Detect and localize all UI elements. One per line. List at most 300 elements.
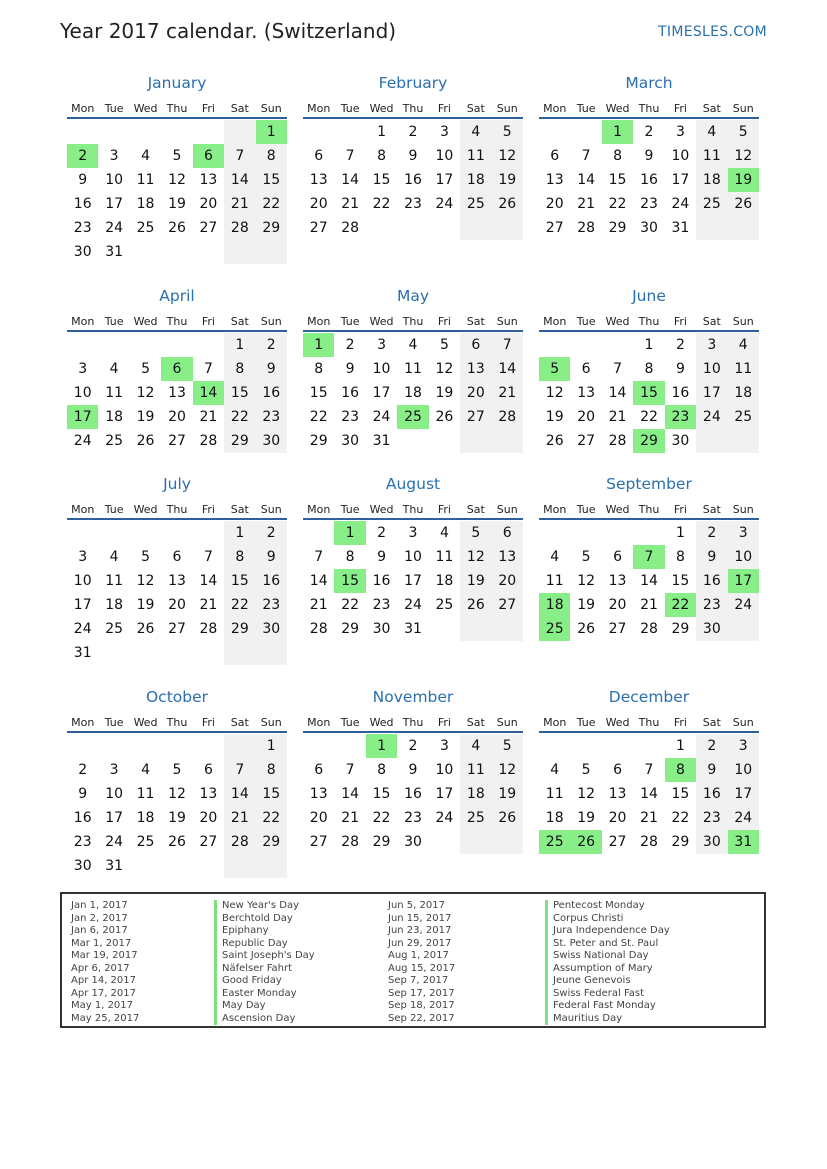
day-cell[interactable]: 28: [608, 433, 627, 449]
day-cell[interactable]: 31: [105, 244, 124, 260]
day-cell[interactable]: 4: [550, 762, 560, 778]
day-cell[interactable]: 7: [613, 361, 623, 377]
day-cell[interactable]: 24: [404, 597, 422, 613]
day-cell[interactable]: 11: [696, 144, 727, 168]
day-cell[interactable]: 3: [109, 148, 119, 164]
day-cell[interactable]: 7: [203, 361, 213, 377]
day-cell[interactable]: 15: [671, 786, 690, 802]
holiday-day-cell[interactable]: 25: [539, 617, 570, 641]
day-cell[interactable]: 13: [199, 172, 218, 188]
day-cell[interactable]: 1: [224, 521, 255, 545]
day-cell[interactable]: 26: [168, 834, 186, 850]
day-cell[interactable]: 2: [256, 521, 287, 545]
day-cell[interactable]: 30: [341, 433, 360, 449]
day-cell[interactable]: 15: [224, 569, 255, 593]
day-cell[interactable]: 10: [435, 762, 454, 778]
day-cell[interactable]: 20: [309, 196, 328, 212]
day-cell[interactable]: 20: [545, 196, 564, 212]
day-cell[interactable]: 25: [696, 192, 727, 216]
day-cell[interactable]: 16: [696, 569, 727, 593]
day-cell[interactable]: 23: [696, 593, 727, 617]
day-cell[interactable]: 12: [136, 385, 155, 401]
day-cell[interactable]: 27: [577, 433, 596, 449]
day-cell[interactable]: 11: [545, 786, 564, 802]
day-cell[interactable]: 27: [492, 593, 523, 617]
day-cell[interactable]: 20: [608, 810, 627, 826]
day-cell[interactable]: 15: [372, 172, 391, 188]
day-cell[interactable]: 16: [671, 385, 690, 401]
day-cell[interactable]: 27: [608, 834, 627, 850]
day-cell[interactable]: 14: [640, 573, 658, 589]
day-cell[interactable]: 21: [224, 192, 255, 216]
day-cell[interactable]: 14: [309, 573, 328, 589]
day-cell[interactable]: 8: [345, 549, 355, 565]
day-cell[interactable]: 3: [439, 738, 449, 754]
day-cell[interactable]: 20: [309, 810, 328, 826]
day-cell[interactable]: 14: [492, 357, 523, 381]
day-cell[interactable]: 30: [640, 220, 658, 236]
day-cell[interactable]: 19: [545, 409, 564, 425]
day-cell[interactable]: 24: [435, 810, 454, 826]
day-cell[interactable]: 10: [435, 148, 454, 164]
day-cell[interactable]: 17: [73, 597, 92, 613]
day-cell[interactable]: 15: [608, 172, 627, 188]
day-cell[interactable]: 14: [224, 782, 255, 806]
day-cell[interactable]: 10: [696, 357, 727, 381]
day-cell[interactable]: 28: [577, 220, 596, 236]
day-cell[interactable]: 11: [460, 758, 491, 782]
day-cell[interactable]: 6: [550, 148, 560, 164]
holiday-day-cell[interactable]: 18: [539, 593, 570, 617]
day-cell[interactable]: 23: [696, 806, 727, 830]
day-cell[interactable]: 24: [728, 806, 759, 830]
day-cell[interactable]: 7: [203, 549, 213, 565]
day-cell[interactable]: 30: [696, 830, 727, 854]
holiday-day-cell[interactable]: 1: [366, 734, 397, 758]
day-cell[interactable]: 25: [136, 834, 155, 850]
day-cell[interactable]: 3: [78, 361, 88, 377]
holiday-day-cell[interactable]: 7: [633, 545, 664, 569]
day-cell[interactable]: 21: [199, 597, 218, 613]
holiday-day-cell[interactable]: 1: [334, 521, 365, 545]
day-cell[interactable]: 21: [309, 597, 328, 613]
day-cell[interactable]: 4: [141, 148, 151, 164]
day-cell[interactable]: 26: [492, 192, 523, 216]
day-cell[interactable]: 25: [136, 220, 155, 236]
day-cell[interactable]: 30: [256, 429, 287, 453]
day-cell[interactable]: 12: [136, 573, 155, 589]
day-cell[interactable]: 2: [696, 734, 727, 758]
day-cell[interactable]: 27: [168, 621, 186, 637]
day-cell[interactable]: 5: [141, 361, 151, 377]
day-cell[interactable]: 19: [168, 196, 186, 212]
day-cell[interactable]: 6: [613, 762, 623, 778]
day-cell[interactable]: 8: [377, 762, 387, 778]
day-cell[interactable]: 19: [492, 168, 523, 192]
day-cell[interactable]: 5: [460, 521, 491, 545]
day-cell[interactable]: 16: [256, 569, 287, 593]
day-cell[interactable]: 21: [608, 409, 627, 425]
day-cell[interactable]: 28: [224, 830, 255, 854]
day-cell[interactable]: 31: [372, 433, 391, 449]
day-cell[interactable]: 21: [577, 196, 596, 212]
day-cell[interactable]: 24: [105, 220, 124, 236]
day-cell[interactable]: 24: [435, 196, 454, 212]
day-cell[interactable]: 20: [577, 409, 596, 425]
day-cell[interactable]: 29: [224, 617, 255, 641]
day-cell[interactable]: 6: [613, 549, 623, 565]
day-cell[interactable]: 28: [199, 621, 218, 637]
day-cell[interactable]: 31: [671, 220, 690, 236]
day-cell[interactable]: 10: [671, 148, 690, 164]
day-cell[interactable]: 9: [78, 172, 88, 188]
holiday-day-cell[interactable]: 1: [303, 333, 334, 357]
day-cell[interactable]: 11: [105, 573, 124, 589]
day-cell[interactable]: 22: [256, 192, 287, 216]
day-cell[interactable]: 1: [675, 738, 685, 754]
day-cell[interactable]: 25: [460, 192, 491, 216]
day-cell[interactable]: 11: [460, 144, 491, 168]
day-cell[interactable]: 16: [73, 810, 92, 826]
day-cell[interactable]: 4: [408, 337, 418, 353]
day-cell[interactable]: 28: [640, 621, 658, 637]
day-cell[interactable]: 3: [728, 521, 759, 545]
day-cell[interactable]: 16: [404, 786, 422, 802]
day-cell[interactable]: 13: [492, 545, 523, 569]
day-cell[interactable]: 17: [435, 172, 454, 188]
day-cell[interactable]: 4: [141, 762, 151, 778]
day-cell[interactable]: 24: [728, 593, 759, 617]
day-cell[interactable]: 2: [408, 124, 418, 140]
day-cell[interactable]: 13: [460, 357, 491, 381]
day-cell[interactable]: 14: [608, 385, 627, 401]
day-cell[interactable]: 19: [492, 782, 523, 806]
day-cell[interactable]: 22: [671, 810, 690, 826]
day-cell[interactable]: 22: [224, 593, 255, 617]
day-cell[interactable]: 13: [199, 786, 218, 802]
day-cell[interactable]: 30: [73, 244, 92, 260]
holiday-day-cell[interactable]: 6: [193, 144, 224, 168]
day-cell[interactable]: 19: [577, 597, 596, 613]
day-cell[interactable]: 13: [608, 786, 627, 802]
holiday-day-cell[interactable]: 19: [728, 168, 759, 192]
day-cell[interactable]: 29: [671, 621, 690, 637]
day-cell[interactable]: 17: [105, 196, 124, 212]
day-cell[interactable]: 10: [728, 758, 759, 782]
day-cell[interactable]: 26: [136, 433, 155, 449]
day-cell[interactable]: 24: [73, 433, 92, 449]
holiday-day-cell[interactable]: 14: [193, 381, 224, 405]
holiday-day-cell[interactable]: 26: [570, 830, 601, 854]
day-cell[interactable]: 21: [224, 806, 255, 830]
day-cell[interactable]: 10: [728, 545, 759, 569]
day-cell[interactable]: 20: [492, 569, 523, 593]
day-cell[interactable]: 11: [136, 786, 155, 802]
day-cell[interactable]: 23: [640, 196, 658, 212]
day-cell[interactable]: 15: [372, 786, 391, 802]
day-cell[interactable]: 24: [73, 621, 92, 637]
day-cell[interactable]: 6: [581, 361, 591, 377]
day-cell[interactable]: 17: [728, 782, 759, 806]
day-cell[interactable]: 27: [309, 220, 328, 236]
day-cell[interactable]: 12: [492, 758, 523, 782]
day-cell[interactable]: 6: [460, 333, 491, 357]
day-cell[interactable]: 16: [256, 381, 287, 405]
day-cell[interactable]: 5: [172, 148, 182, 164]
holiday-day-cell[interactable]: 23: [665, 405, 696, 429]
day-cell[interactable]: 2: [408, 738, 418, 754]
day-cell[interactable]: 30: [671, 433, 690, 449]
day-cell[interactable]: 3: [439, 124, 449, 140]
day-cell[interactable]: 27: [168, 433, 186, 449]
day-cell[interactable]: 28: [640, 834, 658, 850]
holiday-day-cell[interactable]: 1: [256, 120, 287, 144]
day-cell[interactable]: 9: [377, 549, 387, 565]
day-cell[interactable]: 12: [728, 144, 759, 168]
day-cell[interactable]: 24: [671, 196, 690, 212]
day-cell[interactable]: 2: [675, 337, 685, 353]
day-cell[interactable]: 17: [435, 786, 454, 802]
holiday-day-cell[interactable]: 17: [67, 405, 98, 429]
day-cell[interactable]: 24: [105, 834, 124, 850]
day-cell[interactable]: 23: [372, 597, 391, 613]
day-cell[interactable]: 18: [728, 381, 759, 405]
day-cell[interactable]: 16: [341, 385, 360, 401]
day-cell[interactable]: 29: [256, 830, 287, 854]
day-cell[interactable]: 26: [136, 621, 155, 637]
day-cell[interactable]: 12: [492, 144, 523, 168]
day-cell[interactable]: 25: [435, 597, 454, 613]
day-cell[interactable]: 4: [460, 120, 491, 144]
day-cell[interactable]: 18: [136, 810, 155, 826]
day-cell[interactable]: 18: [545, 810, 564, 826]
day-cell[interactable]: 6: [314, 148, 324, 164]
day-cell[interactable]: 13: [545, 172, 564, 188]
day-cell[interactable]: 13: [309, 786, 328, 802]
day-cell[interactable]: 23: [73, 220, 92, 236]
day-cell[interactable]: 10: [372, 361, 391, 377]
day-cell[interactable]: 12: [435, 361, 454, 377]
day-cell[interactable]: 15: [309, 385, 328, 401]
day-cell[interactable]: 27: [199, 220, 218, 236]
day-cell[interactable]: 2: [377, 525, 387, 541]
day-cell[interactable]: 19: [577, 810, 596, 826]
day-cell[interactable]: 15: [256, 168, 287, 192]
day-cell[interactable]: 10: [73, 573, 92, 589]
day-cell[interactable]: 18: [460, 782, 491, 806]
day-cell[interactable]: 18: [105, 409, 124, 425]
day-cell[interactable]: 12: [545, 385, 564, 401]
day-cell[interactable]: 16: [696, 782, 727, 806]
day-cell[interactable]: 10: [404, 549, 422, 565]
day-cell[interactable]: 8: [224, 545, 255, 569]
day-cell[interactable]: 6: [314, 762, 324, 778]
day-cell[interactable]: 15: [224, 381, 255, 405]
day-cell[interactable]: 9: [696, 758, 727, 782]
day-cell[interactable]: 11: [435, 549, 454, 565]
day-cell[interactable]: 29: [341, 621, 360, 637]
day-cell[interactable]: 28: [199, 433, 218, 449]
day-cell[interactable]: 9: [696, 545, 727, 569]
day-cell[interactable]: 8: [675, 549, 685, 565]
day-cell[interactable]: 22: [608, 196, 627, 212]
day-cell[interactable]: 14: [640, 786, 658, 802]
day-cell[interactable]: 5: [581, 762, 591, 778]
day-cell[interactable]: 19: [136, 597, 155, 613]
day-cell[interactable]: 16: [73, 196, 92, 212]
day-cell[interactable]: 29: [372, 834, 391, 850]
day-cell[interactable]: 5: [492, 734, 523, 758]
day-cell[interactable]: 12: [460, 545, 491, 569]
day-cell[interactable]: 10: [105, 786, 124, 802]
day-cell[interactable]: 9: [256, 357, 287, 381]
day-cell[interactable]: 20: [608, 597, 627, 613]
day-cell[interactable]: 18: [696, 168, 727, 192]
day-cell[interactable]: 9: [644, 148, 654, 164]
day-cell[interactable]: 22: [341, 597, 360, 613]
day-cell[interactable]: 3: [408, 525, 418, 541]
day-cell[interactable]: 9: [78, 786, 88, 802]
day-cell[interactable]: 1: [644, 337, 654, 353]
day-cell[interactable]: 15: [256, 782, 287, 806]
holiday-day-cell[interactable]: 29: [633, 429, 664, 453]
day-cell[interactable]: 4: [439, 525, 449, 541]
day-cell[interactable]: 6: [172, 549, 182, 565]
day-cell[interactable]: 22: [372, 196, 391, 212]
day-cell[interactable]: 4: [109, 361, 119, 377]
day-cell[interactable]: 2: [345, 337, 355, 353]
day-cell[interactable]: 14: [199, 573, 218, 589]
day-cell[interactable]: 9: [675, 361, 685, 377]
day-cell[interactable]: 12: [577, 573, 596, 589]
day-cell[interactable]: 14: [341, 786, 360, 802]
day-cell[interactable]: 16: [372, 573, 391, 589]
day-cell[interactable]: 17: [404, 573, 422, 589]
holiday-day-cell[interactable]: 15: [334, 569, 365, 593]
day-cell[interactable]: 12: [168, 786, 186, 802]
day-cell[interactable]: 30: [404, 834, 422, 850]
day-cell[interactable]: 13: [309, 172, 328, 188]
day-cell[interactable]: 4: [696, 120, 727, 144]
day-cell[interactable]: 1: [377, 124, 387, 140]
day-cell[interactable]: 18: [460, 168, 491, 192]
day-cell[interactable]: 5: [492, 120, 523, 144]
day-cell[interactable]: 18: [136, 196, 155, 212]
day-cell[interactable]: 14: [341, 172, 360, 188]
day-cell[interactable]: 1: [256, 734, 287, 758]
day-cell[interactable]: 16: [640, 172, 658, 188]
day-cell[interactable]: 8: [256, 758, 287, 782]
day-cell[interactable]: 7: [345, 148, 355, 164]
day-cell[interactable]: 7: [644, 762, 654, 778]
holiday-day-cell[interactable]: 15: [633, 381, 664, 405]
day-cell[interactable]: 30: [256, 617, 287, 641]
day-cell[interactable]: 3: [728, 734, 759, 758]
day-cell[interactable]: 22: [309, 409, 328, 425]
day-cell[interactable]: 13: [168, 385, 186, 401]
day-cell[interactable]: 10: [73, 385, 92, 401]
day-cell[interactable]: 20: [168, 409, 186, 425]
day-cell[interactable]: 22: [640, 409, 658, 425]
day-cell[interactable]: 21: [341, 810, 360, 826]
day-cell[interactable]: 22: [224, 405, 255, 429]
holiday-day-cell[interactable]: 31: [728, 830, 759, 854]
day-cell[interactable]: 26: [460, 593, 491, 617]
day-cell[interactable]: 1: [224, 333, 255, 357]
holiday-day-cell[interactable]: 6: [161, 357, 192, 381]
day-cell[interactable]: 26: [492, 806, 523, 830]
day-cell[interactable]: 7: [224, 758, 255, 782]
day-cell[interactable]: 26: [435, 409, 454, 425]
day-cell[interactable]: 24: [372, 409, 391, 425]
day-cell[interactable]: 11: [136, 172, 155, 188]
day-cell[interactable]: 26: [577, 621, 596, 637]
day-cell[interactable]: 3: [377, 337, 387, 353]
day-cell[interactable]: 27: [608, 621, 627, 637]
day-cell[interactable]: 26: [728, 192, 759, 216]
holiday-day-cell[interactable]: 8: [665, 758, 696, 782]
brand-link[interactable]: TIMESLES.COM: [658, 24, 767, 40]
day-cell[interactable]: 7: [314, 549, 324, 565]
day-cell[interactable]: 28: [492, 405, 523, 429]
day-cell[interactable]: 9: [345, 361, 355, 377]
day-cell[interactable]: 27: [545, 220, 564, 236]
day-cell[interactable]: 30: [73, 858, 92, 874]
day-cell[interactable]: 7: [345, 762, 355, 778]
day-cell[interactable]: 11: [545, 573, 564, 589]
day-cell[interactable]: 9: [408, 762, 418, 778]
day-cell[interactable]: 27: [199, 834, 218, 850]
day-cell[interactable]: 22: [372, 810, 391, 826]
day-cell[interactable]: 4: [460, 734, 491, 758]
day-cell[interactable]: 21: [640, 597, 658, 613]
day-cell[interactable]: 3: [696, 333, 727, 357]
day-cell[interactable]: 11: [728, 357, 759, 381]
day-cell[interactable]: 14: [224, 168, 255, 192]
day-cell[interactable]: 2: [78, 762, 88, 778]
day-cell[interactable]: 25: [728, 405, 759, 429]
day-cell[interactable]: 4: [550, 549, 560, 565]
day-cell[interactable]: 28: [309, 621, 328, 637]
day-cell[interactable]: 19: [460, 569, 491, 593]
day-cell[interactable]: 16: [404, 172, 422, 188]
holiday-day-cell[interactable]: 17: [728, 569, 759, 593]
day-cell[interactable]: 20: [168, 597, 186, 613]
day-cell[interactable]: 23: [73, 834, 92, 850]
day-cell[interactable]: 30: [372, 621, 391, 637]
day-cell[interactable]: 22: [256, 806, 287, 830]
day-cell[interactable]: 19: [136, 409, 155, 425]
day-cell[interactable]: 17: [696, 381, 727, 405]
day-cell[interactable]: 28: [341, 220, 360, 236]
day-cell[interactable]: 31: [105, 858, 124, 874]
day-cell[interactable]: 2: [256, 333, 287, 357]
day-cell[interactable]: 8: [314, 361, 324, 377]
day-cell[interactable]: 25: [105, 621, 124, 637]
holiday-day-cell[interactable]: 2: [67, 144, 98, 168]
day-cell[interactable]: 13: [608, 573, 627, 589]
day-cell[interactable]: 20: [199, 196, 218, 212]
day-cell[interactable]: 20: [199, 810, 218, 826]
day-cell[interactable]: 27: [309, 834, 328, 850]
holiday-day-cell[interactable]: 22: [665, 593, 696, 617]
day-cell[interactable]: 5: [581, 549, 591, 565]
day-cell[interactable]: 21: [492, 381, 523, 405]
day-cell[interactable]: 3: [78, 549, 88, 565]
day-cell[interactable]: 2: [696, 521, 727, 545]
holiday-day-cell[interactable]: 25: [397, 405, 428, 429]
day-cell[interactable]: 25: [460, 806, 491, 830]
